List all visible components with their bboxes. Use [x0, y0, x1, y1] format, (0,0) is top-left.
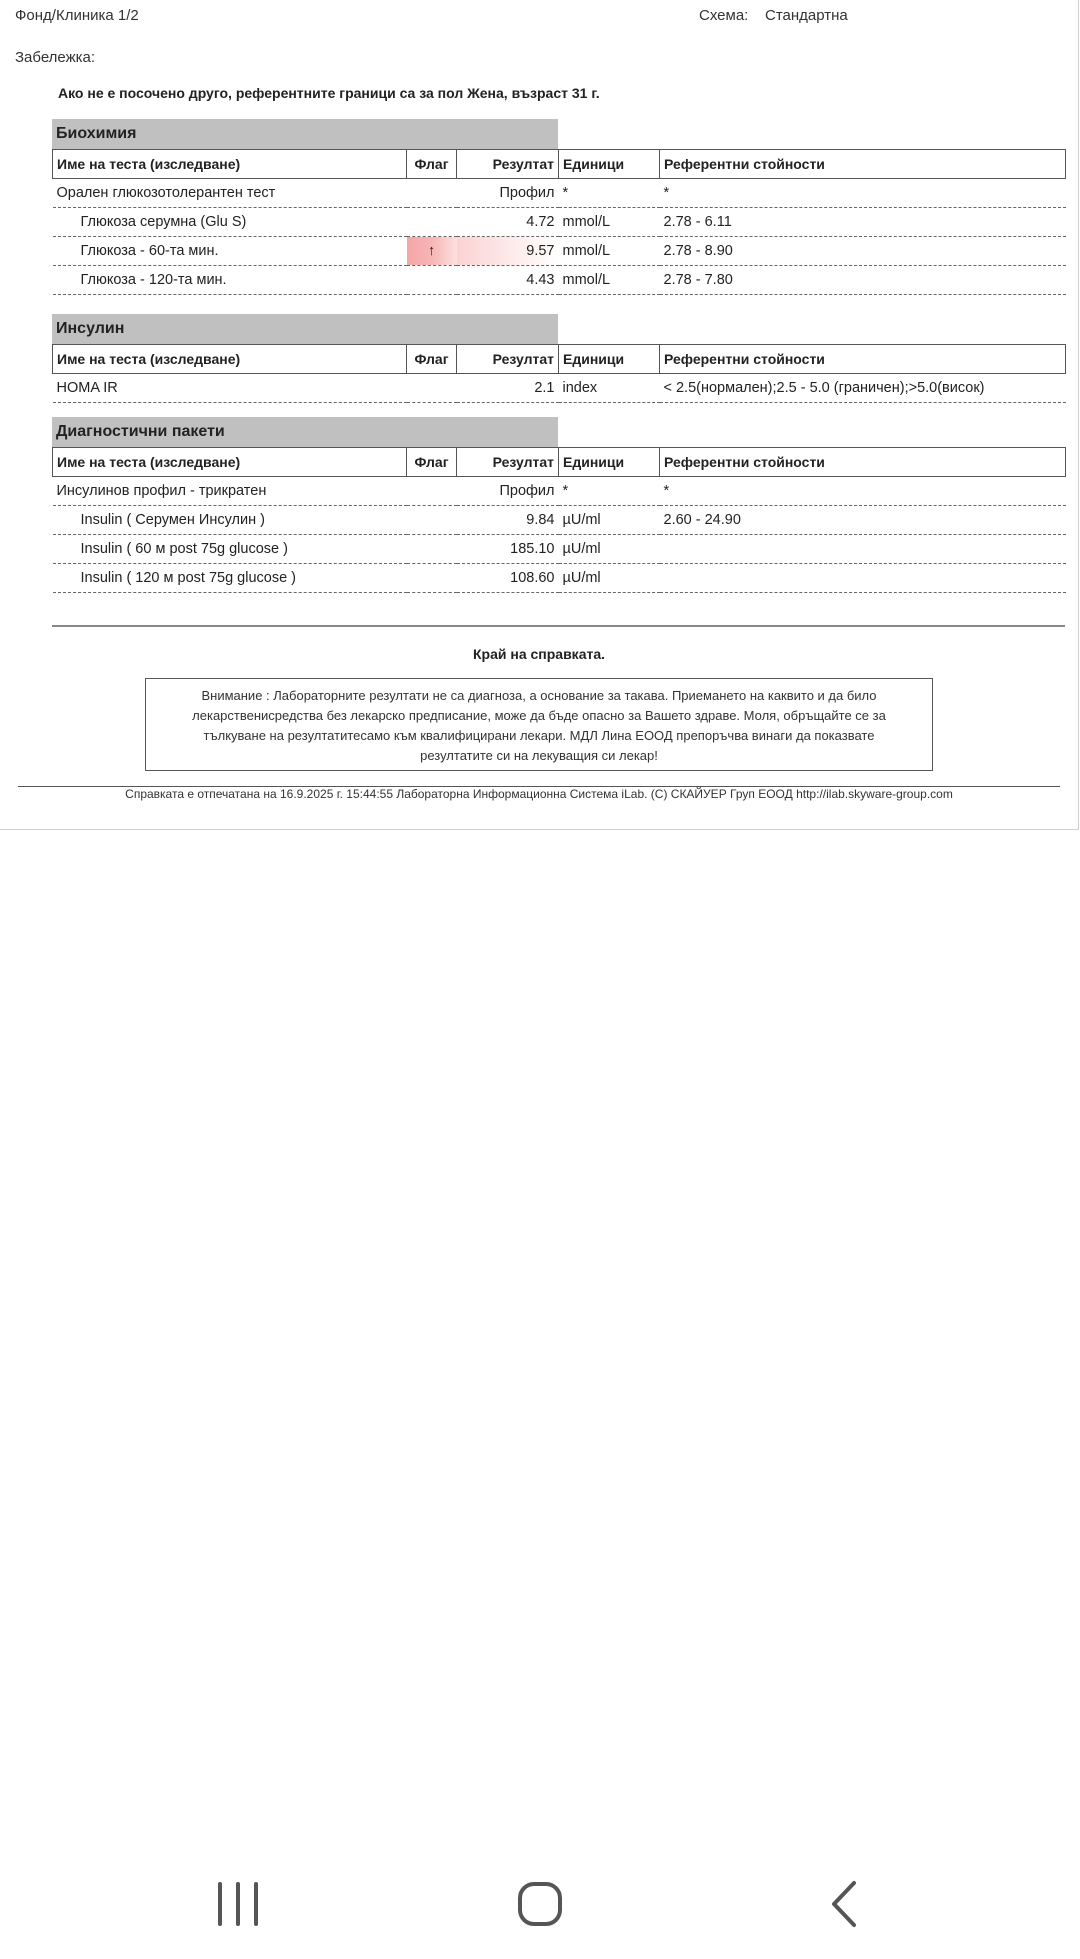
table-header-row: [53, 345, 1066, 374]
reference-note: Ако не е посочено друго, референтните граници са за пол Жена, възраст 31 г.: [58, 85, 600, 101]
test-units: mmol/L: [559, 266, 660, 295]
col-name-header: Име на теста (изследване): [53, 345, 407, 374]
test-units: index: [559, 374, 660, 403]
test-result: 2.1: [457, 374, 559, 403]
test-units: mmol/L: [559, 237, 660, 266]
test-units: µU/ml: [559, 506, 660, 535]
system-navigation-bar: [0, 1860, 1080, 1959]
col-result-header: Резултат: [457, 448, 559, 477]
test-result: 185.10: [457, 535, 559, 564]
biochemistry-table: [52, 149, 1066, 295]
test-reference: 2.78 - 7.80: [660, 266, 1066, 295]
col-reference-header: Референтни стойности: [660, 345, 1066, 374]
test-reference: *: [660, 477, 1066, 506]
test-result: Профил: [457, 179, 559, 208]
col-units-header: Единици: [559, 150, 660, 179]
section-title-biochemistry: Биохимия: [52, 119, 558, 149]
lab-report-page: [0, 0, 1079, 830]
col-name-header: Име на теста (изследване): [53, 150, 407, 179]
disclaimer-box: [145, 678, 933, 771]
table-row: [53, 477, 1066, 506]
test-units: mmol/L: [559, 208, 660, 237]
test-reference: *: [660, 179, 1066, 208]
test-result: 108.60: [457, 564, 559, 593]
test-name: Insulin ( 120 м post 75g glucose ): [53, 564, 407, 593]
test-result: 9.84: [457, 506, 559, 535]
test-reference: < 2.5(нормален);2.5 - 5.0 (граничен);>5.0(висок): [660, 374, 1066, 403]
note-label: Забележка:: [15, 49, 96, 66]
test-result: Профил: [457, 477, 559, 506]
end-divider: [52, 625, 1065, 627]
col-reference-header: Референтни стойности: [660, 150, 1066, 179]
test-name: HOMA IR: [53, 374, 407, 403]
test-flag: [407, 477, 457, 506]
end-of-report-title: Край на справката.: [472, 646, 606, 662]
test-units: *: [559, 477, 660, 506]
table-row: [53, 535, 1066, 564]
col-flag-header: Флаг: [407, 150, 457, 179]
test-flag: [407, 266, 457, 295]
test-name: Орален глюкозотолерантен тест: [53, 179, 407, 208]
test-reference: 2.78 - 6.11: [660, 208, 1066, 237]
high-flag-arrow-icon: ↑: [407, 237, 457, 266]
table-row: [53, 374, 1066, 403]
test-reference: [660, 535, 1066, 564]
test-flag: [407, 535, 457, 564]
test-reference: [660, 564, 1066, 593]
test-flag: [407, 179, 457, 208]
scheme-value: Стандартна: [765, 7, 848, 24]
test-name: Глюкоза - 60-та мин.: [53, 237, 407, 266]
recent-apps-icon[interactable]: [216, 1882, 260, 1926]
test-name: Insulin ( Серумен Инсулин ): [53, 506, 407, 535]
test-name: Insulin ( 60 м post 75g glucose ): [53, 535, 407, 564]
scheme-label: Схема:: [699, 7, 749, 24]
diagnostic-packages-table: [52, 447, 1066, 593]
insulin-table: [52, 344, 1066, 403]
table-header-row: [53, 150, 1066, 179]
test-flag: [407, 564, 457, 593]
col-units-header: Единици: [559, 345, 660, 374]
col-result-header: Резултат: [457, 150, 559, 179]
test-name: Инсулинов профил - трикратен: [53, 477, 407, 506]
col-reference-header: Референтни стойности: [660, 448, 1066, 477]
col-units-header: Единици: [559, 448, 660, 477]
disclaimer-text: Внимание : Лабораторните резултати не са диагноза, а основание за такава. Приемането на каквито и да било лекарствениcредства без лекарско предписание, може да бъде опасно за Вашето здраве. Моля, обръщайте се за тълкуване на резултатитесамо към квалифицирани лекари. МДЛ Лина ЕООД препоръчва винаги да показвате резултатите си на лекуващия си лекар!: [192, 688, 886, 763]
home-icon[interactable]: [518, 1882, 562, 1926]
fund-label: Фонд/Клиника 1/2: [15, 7, 139, 24]
print-footer: Справката е отпечатана на 16.9.2025 г. 15:44:55 Лабораторна Информационна Система iLab. (C) СКАЙУЕР Груп ЕООД http://ilab.skyware-group.com: [125, 787, 953, 801]
test-reference: 2.78 - 8.90: [660, 237, 1066, 266]
test-name: Глюкоза серумна (Glu S): [53, 208, 407, 237]
test-units: µU/ml: [559, 564, 660, 593]
test-flag: [407, 208, 457, 237]
test-reference: 2.60 - 24.90: [660, 506, 1066, 535]
table-row: [53, 179, 1066, 208]
col-flag-header: Флаг: [407, 448, 457, 477]
test-result: 4.72: [457, 208, 559, 237]
table-row-flagged: [53, 237, 1066, 266]
test-result: 9.57: [457, 237, 559, 266]
test-result: 4.43: [457, 266, 559, 295]
section-title-insulin: Инсулин: [52, 314, 558, 344]
test-flag: [407, 506, 457, 535]
test-units: µU/ml: [559, 535, 660, 564]
test-units: *: [559, 179, 660, 208]
test-flag: [407, 374, 457, 403]
col-result-header: Резултат: [457, 345, 559, 374]
table-row: [53, 506, 1066, 535]
col-flag-header: Флаг: [407, 345, 457, 374]
back-icon[interactable]: [826, 1880, 866, 1928]
table-row: [53, 208, 1066, 237]
table-header-row: [53, 448, 1066, 477]
table-row: [53, 266, 1066, 295]
section-title-diagnostic-packages: Диагностични пакети: [52, 417, 558, 447]
test-name: Глюкоза - 120-та мин.: [53, 266, 407, 295]
col-name-header: Име на теста (изследване): [53, 448, 407, 477]
table-row: [53, 564, 1066, 593]
